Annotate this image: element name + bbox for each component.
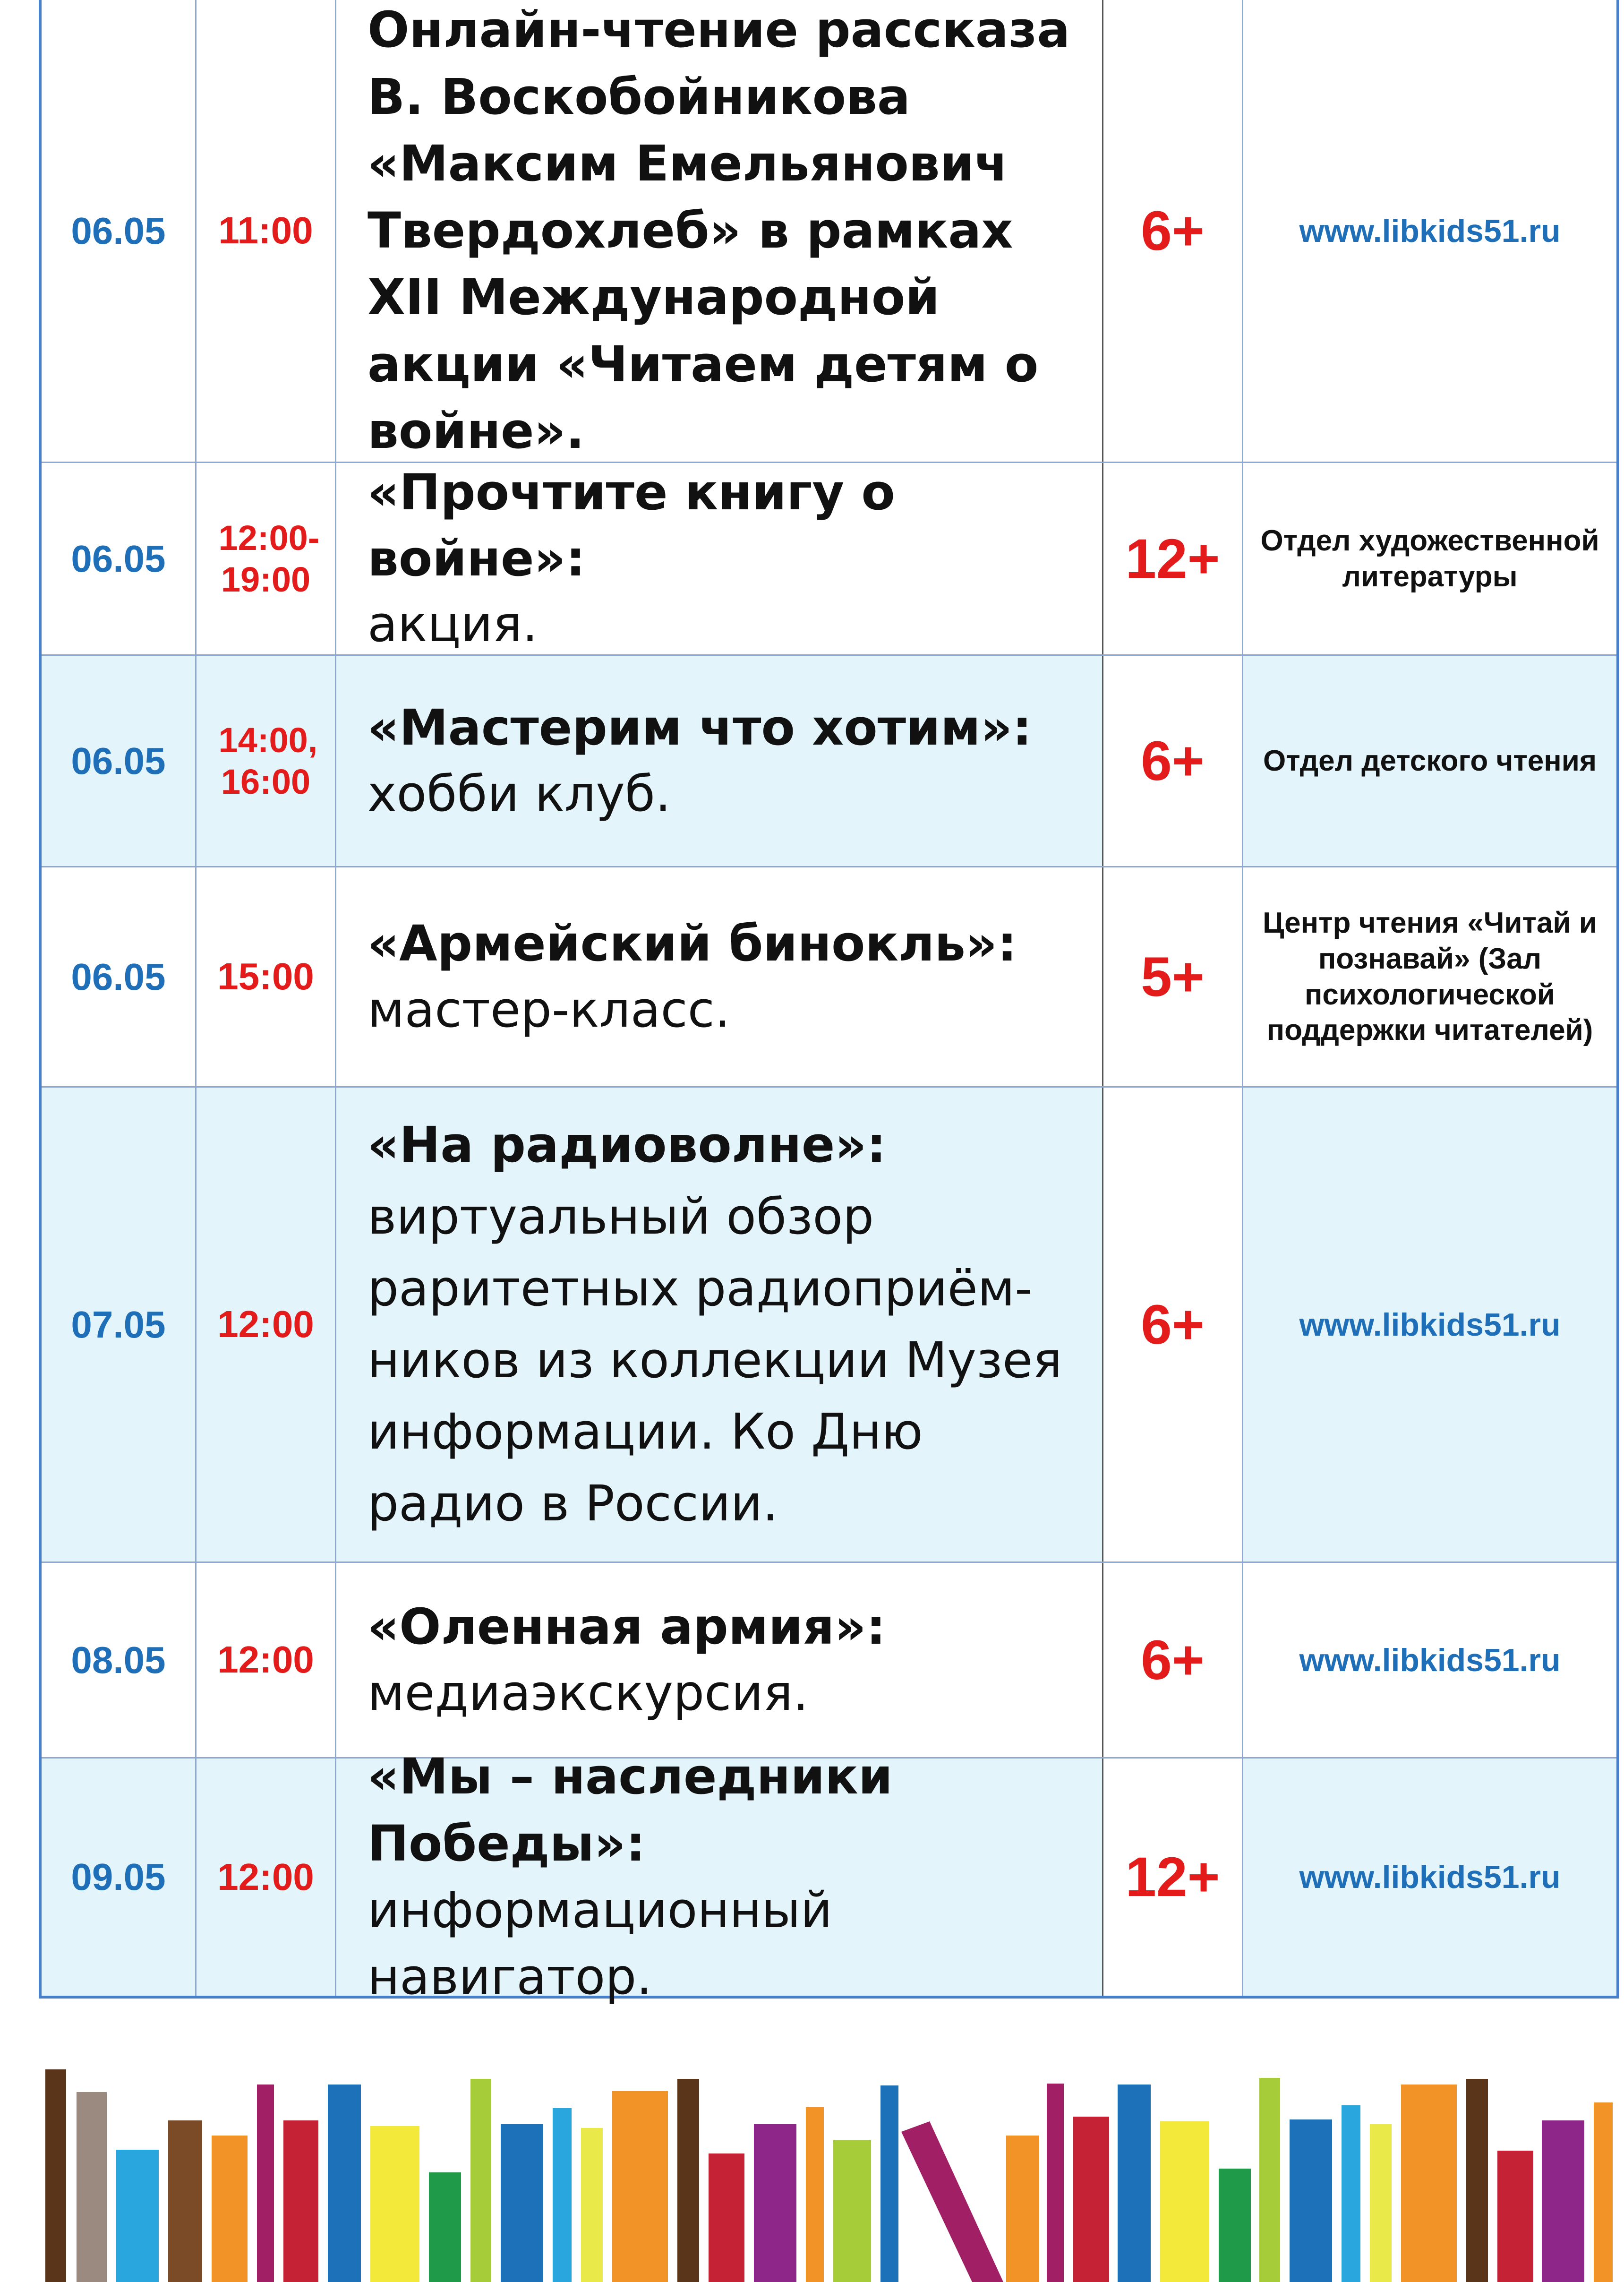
place-cell bbox=[1243, 656, 1616, 866]
book-spine bbox=[677, 2079, 699, 2282]
age-cell bbox=[1103, 463, 1243, 654]
title-cell bbox=[336, 463, 1103, 654]
event-time: 12:00 bbox=[217, 1855, 314, 1898]
age-rating: 12+ bbox=[1125, 527, 1220, 590]
book-spine bbox=[257, 2085, 274, 2282]
age-cell bbox=[1103, 1088, 1243, 1561]
event-title-rest: хобби клуб. bbox=[368, 764, 671, 823]
event-title bbox=[368, 911, 1017, 1043]
event-date: 07.05 bbox=[71, 1303, 166, 1346]
age-cell bbox=[1103, 1563, 1243, 1757]
date-cell bbox=[42, 1759, 197, 1996]
date-cell bbox=[42, 1563, 197, 1757]
book-spine bbox=[806, 2107, 824, 2282]
age-rating: 6+ bbox=[1141, 729, 1205, 792]
website-link[interactable]: www.libkids51.ru bbox=[1299, 1642, 1561, 1678]
department-name: Отдел художественной литературы bbox=[1260, 524, 1599, 593]
book-spine-leaning bbox=[901, 2121, 1003, 2282]
place-cell bbox=[1243, 1759, 1616, 1996]
book-spine bbox=[1006, 2136, 1039, 2282]
book-spine bbox=[880, 2085, 898, 2282]
book-spine bbox=[1466, 2079, 1488, 2282]
date-cell bbox=[42, 463, 197, 654]
book-spine bbox=[1259, 2078, 1280, 2282]
table-row bbox=[42, 1088, 1616, 1563]
book-spine bbox=[1370, 2124, 1392, 2282]
event-time: 12:00 bbox=[217, 1639, 314, 1681]
event-title bbox=[368, 1594, 886, 1726]
event-title-bold: «Прочтите книгу о войне»: bbox=[368, 463, 895, 587]
time-cell bbox=[197, 0, 336, 462]
book-spine bbox=[429, 2172, 461, 2282]
place-cell bbox=[1243, 0, 1616, 462]
age-rating: 12+ bbox=[1125, 1846, 1220, 1908]
book-spine bbox=[553, 2108, 572, 2282]
event-title bbox=[368, 695, 1032, 827]
time-cell bbox=[197, 463, 336, 654]
table-row bbox=[42, 656, 1616, 867]
bookshelf-icon bbox=[0, 2032, 1624, 2282]
book-spine bbox=[168, 2120, 202, 2282]
book-spine bbox=[612, 2091, 668, 2282]
event-date: 06.05 bbox=[71, 209, 166, 252]
book-spine bbox=[283, 2120, 318, 2282]
place-cell bbox=[1243, 1088, 1616, 1561]
title-cell bbox=[336, 867, 1103, 1086]
event-time: 15:00 bbox=[217, 955, 314, 998]
event-title bbox=[368, 1743, 1088, 2011]
title-cell bbox=[336, 1563, 1103, 1757]
age-rating: 6+ bbox=[1141, 1629, 1205, 1691]
book-spine bbox=[45, 2069, 66, 2282]
age-cell bbox=[1103, 0, 1243, 462]
book-spine bbox=[370, 2126, 419, 2282]
event-time: 12:00 bbox=[217, 1303, 314, 1346]
event-title-bold: «Оленная армия»: bbox=[368, 1598, 886, 1656]
date-cell bbox=[42, 656, 197, 866]
event-title-rest: виртуальный обзор раритетных радиоприём-ников из коллекции Музея информации. Ко Дню радио в России. bbox=[368, 1187, 1062, 1533]
time-cell bbox=[197, 1563, 336, 1757]
book-spine bbox=[116, 2150, 159, 2282]
event-time: 12:00-19:00 bbox=[218, 518, 320, 599]
place-cell bbox=[1243, 1563, 1616, 1757]
book-spine bbox=[709, 2153, 744, 2282]
event-title-rest: медиаэкскурсия. bbox=[368, 1664, 809, 1722]
book-spine bbox=[833, 2140, 871, 2282]
table-row bbox=[42, 463, 1616, 656]
event-date: 08.05 bbox=[71, 1639, 166, 1681]
table-row bbox=[42, 867, 1616, 1088]
event-title-rest: информационный навигатор. bbox=[368, 1881, 833, 2006]
date-cell bbox=[42, 1088, 197, 1561]
website-link[interactable]: www.libkids51.ru bbox=[1299, 1306, 1561, 1343]
book-spine bbox=[328, 2085, 361, 2282]
book-spine bbox=[754, 2124, 796, 2282]
date-cell bbox=[42, 0, 197, 462]
book-spine bbox=[501, 2124, 543, 2282]
book-spine bbox=[1594, 2102, 1613, 2282]
place-cell bbox=[1243, 463, 1616, 654]
time-cell bbox=[197, 867, 336, 1086]
age-rating: 5+ bbox=[1141, 945, 1205, 1008]
event-title-rest: акция. bbox=[368, 595, 538, 653]
event-title-bold: «Мы – наследники Победы»: bbox=[368, 1748, 893, 1872]
age-cell bbox=[1103, 1759, 1243, 1996]
event-title bbox=[368, 0, 1088, 465]
title-cell bbox=[336, 0, 1103, 462]
event-title-rest: мастер-класс. bbox=[368, 980, 730, 1038]
department-name: Центр чтения «Читай и познавай» (Зал психологической поддержки читателей) bbox=[1263, 907, 1597, 1047]
title-cell bbox=[336, 1088, 1103, 1561]
date-cell bbox=[42, 867, 197, 1086]
book-spine bbox=[1497, 2151, 1533, 2282]
event-title-bold: «Армейский бинокль»: bbox=[368, 915, 1017, 973]
schedule-table bbox=[39, 0, 1619, 2006]
title-cell bbox=[336, 1748, 1103, 2006]
event-time: 11:00 bbox=[218, 209, 313, 252]
event-title-bold: «На радиоволне»: bbox=[368, 1116, 887, 1174]
book-spine bbox=[1118, 2085, 1151, 2282]
book-spine bbox=[1219, 2169, 1251, 2282]
website-link[interactable]: www.libkids51.ru bbox=[1299, 1859, 1561, 1895]
book-spine bbox=[1342, 2105, 1360, 2282]
book-spine bbox=[1047, 2084, 1064, 2282]
age-rating: 6+ bbox=[1141, 1293, 1205, 1356]
age-cell bbox=[1103, 867, 1243, 1086]
age-rating: 6+ bbox=[1141, 199, 1205, 262]
time-cell bbox=[197, 656, 336, 866]
book-spine bbox=[1401, 2085, 1457, 2282]
book-spine bbox=[77, 2092, 107, 2282]
book-spine bbox=[581, 2128, 603, 2282]
book-spine bbox=[1073, 2117, 1109, 2282]
event-title bbox=[368, 1109, 1088, 1540]
time-cell bbox=[197, 1088, 336, 1561]
event-date: 06.05 bbox=[71, 739, 166, 782]
table-row bbox=[42, 1748, 1616, 2006]
book-spine bbox=[1542, 2120, 1584, 2282]
event-date: 06.05 bbox=[71, 955, 166, 998]
event-title-bold: «Мастерим что хотим»: bbox=[368, 699, 1032, 757]
table-row bbox=[42, 1563, 1616, 1759]
event-date: 09.05 bbox=[71, 1856, 166, 1898]
department-name: Отдел детского чтения bbox=[1263, 744, 1597, 777]
title-cell bbox=[336, 656, 1103, 866]
website-link[interactable]: www.libkids51.ru bbox=[1299, 213, 1561, 249]
event-title bbox=[368, 460, 1088, 657]
age-cell bbox=[1103, 656, 1243, 866]
book-spine bbox=[1290, 2119, 1332, 2282]
book-spine bbox=[1160, 2121, 1209, 2282]
book-spine bbox=[212, 2136, 248, 2282]
event-title-bold: Онлайн-чтение рассказа В. Воскобойникова «Максим Емельянович Твердохлеб» в рамках XII Международной акции «Читаем детям о войне». bbox=[368, 1, 1070, 460]
time-cell bbox=[197, 1759, 336, 1996]
place-cell bbox=[1243, 867, 1616, 1086]
book-spine bbox=[470, 2079, 491, 2282]
event-time: 14:00, 16:00 bbox=[218, 721, 318, 801]
event-date: 06.05 bbox=[71, 537, 166, 580]
table-row bbox=[42, 0, 1616, 463]
